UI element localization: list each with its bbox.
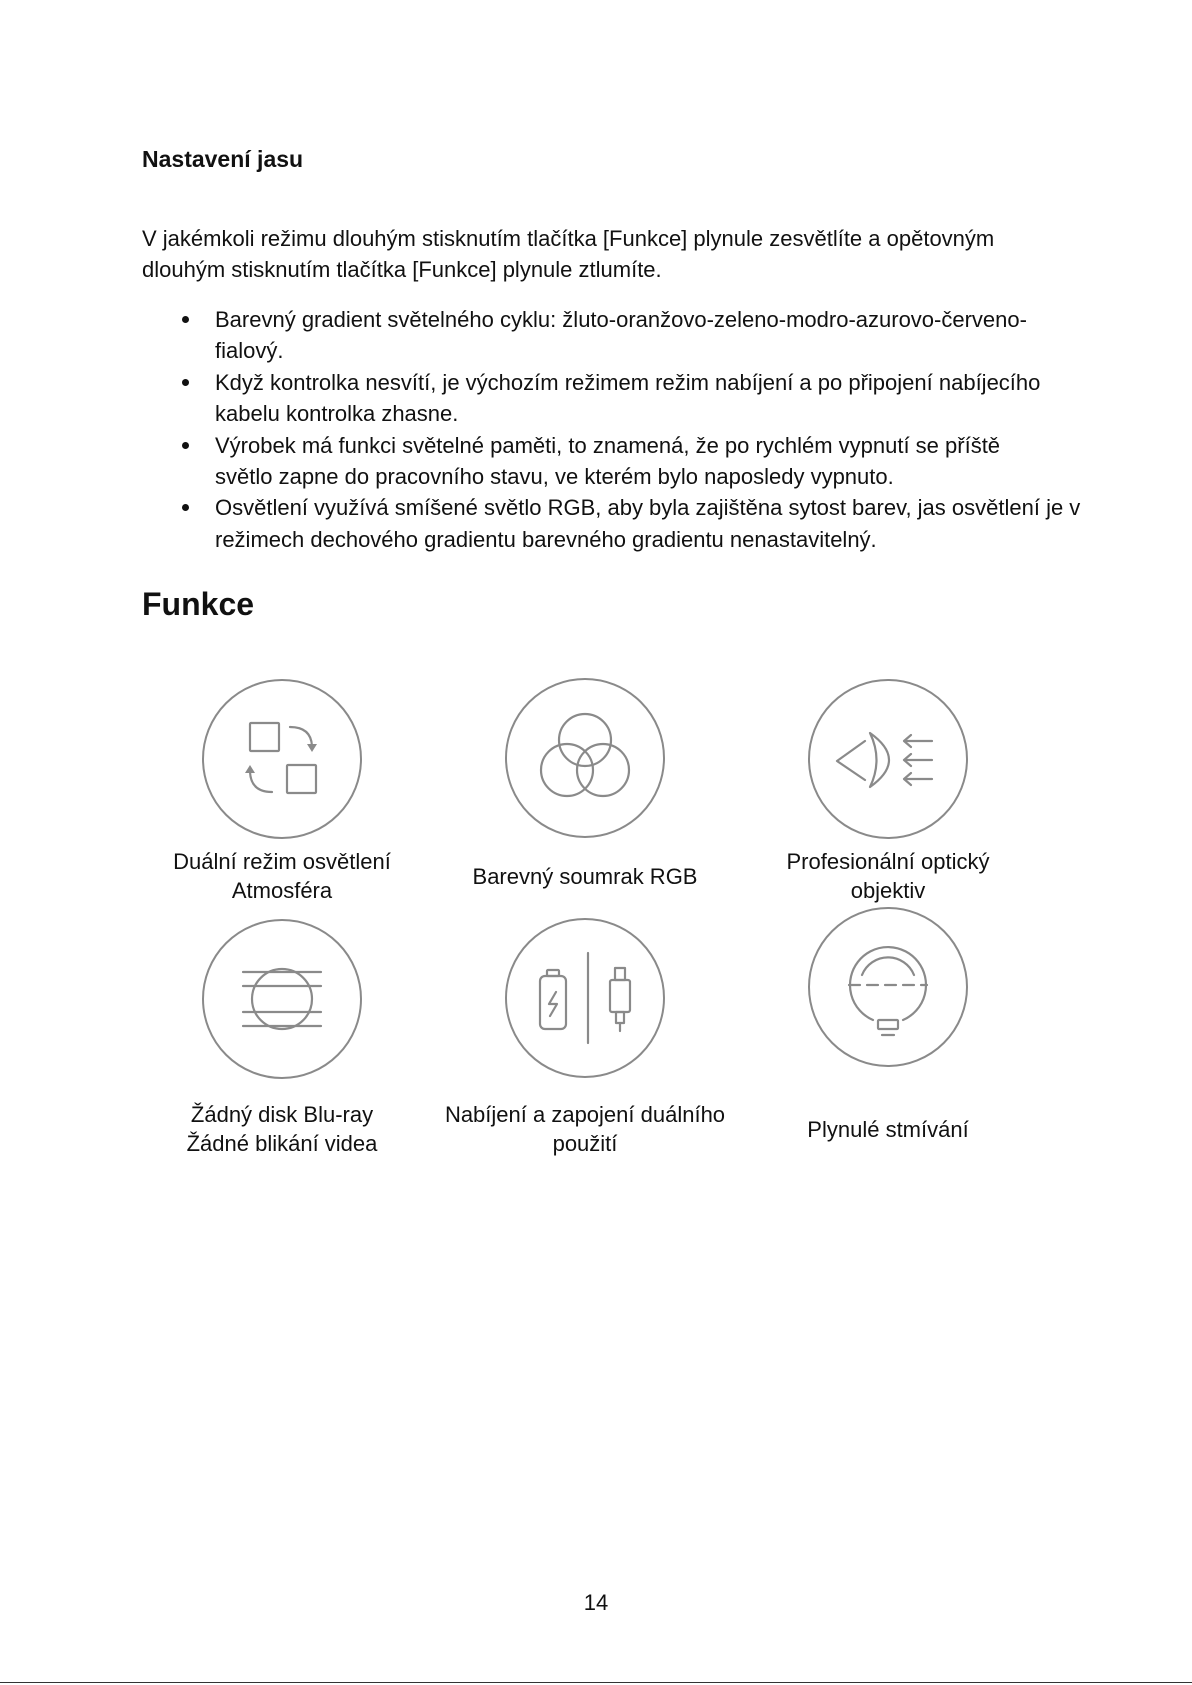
optical-lens-icon (803, 674, 973, 844)
charging-cable-icon (500, 913, 670, 1083)
icon-ring (506, 679, 664, 837)
icon-ring (203, 920, 361, 1078)
feature-label (112, 847, 452, 905)
rgb-circles-icon (500, 673, 670, 843)
bullet-line: Barevný gradient světelného cyklu: žluto-oranžovo-zeleno-modro-azurovo-červeno- (215, 307, 1027, 332)
feature-label-line: Žádné blikání videa (186, 1131, 378, 1156)
page-number: 14 (583, 1590, 609, 1615)
feature-label-line: Plynulé stmívání (807, 1116, 969, 1142)
brightness-bullet-list (215, 304, 1080, 555)
feature-label-line: Duální režim osvětlení (173, 849, 391, 874)
page-bottom-rule (0, 1682, 1192, 1683)
dual-mode-icon (197, 674, 367, 844)
feature-label-line: objektiv (850, 878, 926, 903)
dimming-lamp-icon (803, 902, 973, 1072)
bullet-line: Když kontrolka nesvítí, je výchozím režimem režim nabíjení a po připojení nabíjecího (215, 369, 1041, 395)
icon-ring (203, 680, 361, 838)
feature-label (718, 847, 1058, 905)
bullet-line: režimech dechového gradientu barevného gradientu nenastavitelný. (215, 526, 877, 552)
icon-ring (506, 919, 664, 1077)
list-item (215, 367, 1080, 430)
list-item (215, 492, 1080, 555)
section-heading-features: Funkce (142, 586, 255, 622)
no-flicker-disc-icon (197, 914, 367, 1084)
feature-label-line: Atmosféra (231, 878, 333, 903)
list-item (215, 430, 1080, 493)
feature-label-line: použití (552, 1131, 618, 1156)
bullet-dot (182, 316, 189, 323)
feature-label (718, 1100, 1058, 1158)
bullet-line: světlo zapne do pracovního stavu, ve kterém bylo naposledy vypnuto. (215, 464, 894, 490)
bullet-line: Výrobek má funkci světelné paměti, to znamená, že po rychlém vypnutí se příště (215, 432, 1001, 458)
intro-paragraph (142, 223, 994, 285)
section-heading-brightness: Nastavení jasu (142, 146, 304, 172)
bullet-dot (182, 504, 189, 511)
feature-label (112, 1100, 452, 1158)
feature-label (415, 847, 755, 905)
bullet-dot (182, 379, 189, 386)
feature-label-line: Profesionální optický (786, 849, 990, 874)
bullet-dot (182, 442, 189, 449)
feature-label-line: Žádný disk Blu-ray (190, 1102, 374, 1127)
icon-ring (809, 908, 967, 1066)
intro-line: dlouhým stisknutím tlačítka [Funkce] plynule ztlumíte. (142, 257, 662, 282)
bullet-line: fialový. (215, 338, 284, 364)
feature-label-line: Nabíjení a zapojení duálního (444, 1102, 726, 1127)
bullet-line: kabelu kontrolka zhasne. (215, 401, 459, 427)
bullet-line: Osvětlení využívá smíšené světlo RGB, aby byla zajištěna sytost barev, jas osvětlení je v (215, 495, 1081, 521)
feature-label (415, 1100, 755, 1158)
intro-line: V jakémkoli režimu dlouhým stisknutím tlačítka [Funkce] plynule zesvětlíte a opětovným (142, 226, 995, 251)
feature-label-line: Barevný soumrak RGB (472, 863, 698, 889)
list-item (215, 304, 1080, 367)
